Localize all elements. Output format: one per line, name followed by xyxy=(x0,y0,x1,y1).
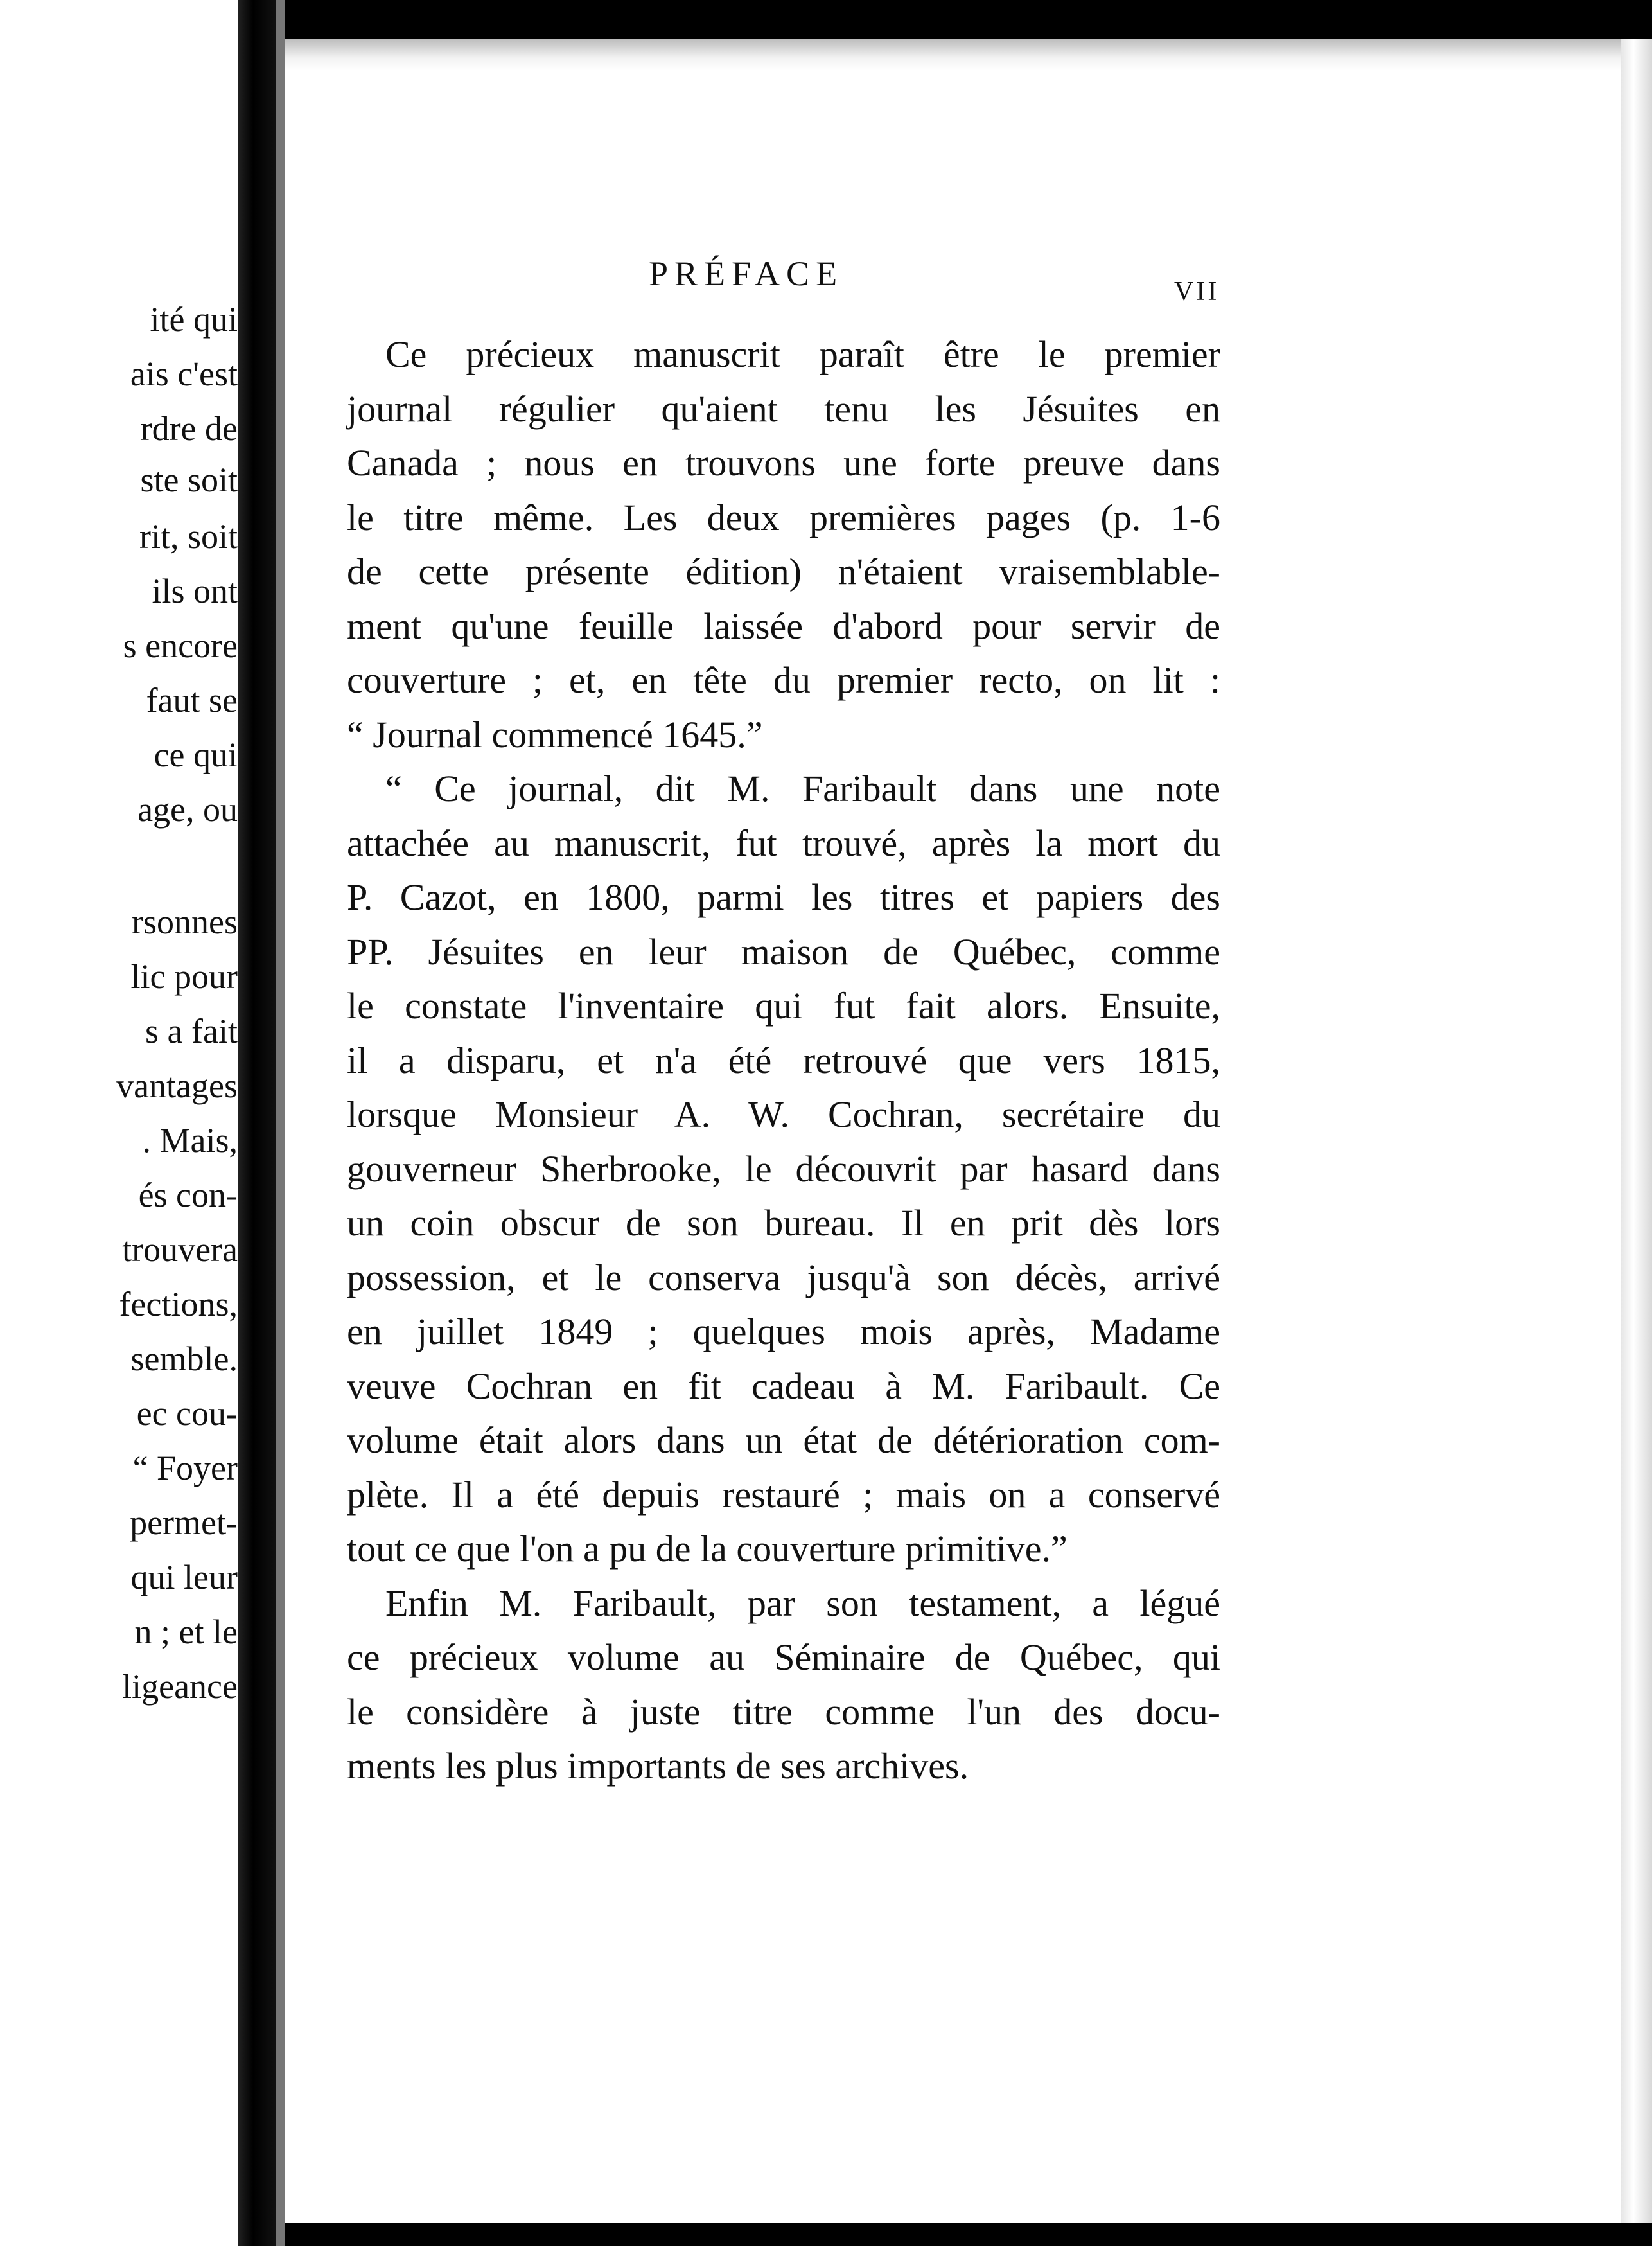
left-page-line: permet- xyxy=(130,1503,238,1542)
left-page-line: n ; et le xyxy=(134,1613,238,1651)
left-page-line: ils ont xyxy=(152,572,238,610)
book-gutter xyxy=(238,0,276,2246)
left-page-line: fections, xyxy=(119,1285,238,1323)
text-line: ce précieux volume au Séminaire de Québec, qui xyxy=(347,1636,1220,1678)
left-page-line: és con- xyxy=(138,1176,238,1214)
text-line: P. Cazot, en 1800, parmi les titres et papiers des xyxy=(347,876,1220,918)
text-line: plète. Il a été depuis restauré ; mais on a conservé xyxy=(347,1473,1220,1516)
left-page-line: faut se xyxy=(146,681,238,720)
page-number: VII xyxy=(1174,277,1220,306)
left-page-line: ce qui xyxy=(154,736,238,774)
left-page-line: ligeance xyxy=(122,1667,238,1706)
text-line: possession, et le conserva jusqu'à son décès, arrivé xyxy=(347,1256,1220,1298)
text-line: de cette présente édition) n'étaient vraisemblable- xyxy=(347,551,1220,592)
left-page-line: semble. xyxy=(130,1340,238,1378)
left-page-line: s encore xyxy=(123,626,238,665)
text-line: PP. Jésuites en leur maison de Québec, comme xyxy=(347,930,1220,973)
page-edge-left xyxy=(276,0,285,2246)
running-head: PRÉFACE xyxy=(649,254,844,293)
text-line: le considère à juste titre comme l'un des docu- xyxy=(347,1690,1220,1733)
left-page-line: ais c'est xyxy=(130,355,238,393)
left-page-line: ec cou- xyxy=(136,1394,238,1433)
left-page-line: vantages xyxy=(116,1066,238,1105)
left-page-line: ité qui xyxy=(150,300,238,339)
left-page-line: lic pour xyxy=(130,957,238,996)
left-page-line: rit, soit xyxy=(139,517,238,556)
text-line: “ Journal commencé 1645.” xyxy=(347,713,763,756)
left-page-line: rsonnes xyxy=(132,903,238,941)
text-line: le titre même. Les deux premières pages (p. 1-6 xyxy=(347,496,1220,538)
text-line: gouverneur Sherbrooke, le découvrit par hasard dans xyxy=(347,1147,1220,1190)
left-page-line: “ Foyer xyxy=(132,1449,238,1487)
text-line: en juillet 1849 ; quelques mois après, Madame xyxy=(347,1311,1220,1352)
text-line: Ce précieux manuscrit paraît être le premier xyxy=(385,333,1220,375)
text-line: un coin obscur de son bureau. Il en prit dès lors xyxy=(347,1202,1220,1244)
text-line: lorsque Monsieur A. W. Cochran, secrétaire du xyxy=(347,1093,1220,1135)
left-page-line: . Mais, xyxy=(142,1121,238,1160)
left-page-line: s a fait xyxy=(145,1012,238,1050)
text-line: ment qu'une feuille laissée d'abord pour servir de xyxy=(347,605,1220,647)
preface-text xyxy=(347,328,1220,1794)
text-line: Canada ; nous en trouvons une forte preuve dans xyxy=(347,442,1220,484)
text-line: tout ce que l'on a pu de la couverture primitive.” xyxy=(347,1528,1068,1570)
left-page-line: age, ou xyxy=(137,790,238,829)
text-line: veuve Cochran en fit cadeau à M. Faribault. Ce xyxy=(347,1365,1220,1407)
text-line: attachée au manuscrit, fut trouvé, après la mort du xyxy=(347,822,1220,864)
text-line: volume était alors dans un état de détérioration com- xyxy=(347,1419,1220,1461)
left-page-line: qui leur xyxy=(130,1558,238,1596)
left-page-line: rdre de xyxy=(140,409,238,448)
page-top-edge xyxy=(285,39,1621,71)
text-line: il a disparu, et n'a été retrouvé que vers 1815, xyxy=(347,1039,1220,1081)
text-line: journal régulier qu'aient tenu les Jésuites en xyxy=(347,387,1220,430)
text-line: Enfin M. Faribault, par son testament, a légué xyxy=(385,1582,1220,1624)
page-edge-right xyxy=(1621,39,1652,2223)
left-page-line: ste soit xyxy=(140,461,238,499)
text-line: le constate l'inventaire qui fut fait alors. Ensuite, xyxy=(347,985,1220,1027)
left-facing-page xyxy=(0,0,238,2246)
text-line: “ Ce journal, dit M. Faribault dans une note xyxy=(385,768,1220,809)
text-line: couverture ; et, en tête du premier recto, on lit : xyxy=(347,659,1220,701)
text-line: ments les plus importants de ses archives. xyxy=(347,1745,969,1787)
left-page-line: trouvera xyxy=(122,1230,238,1269)
